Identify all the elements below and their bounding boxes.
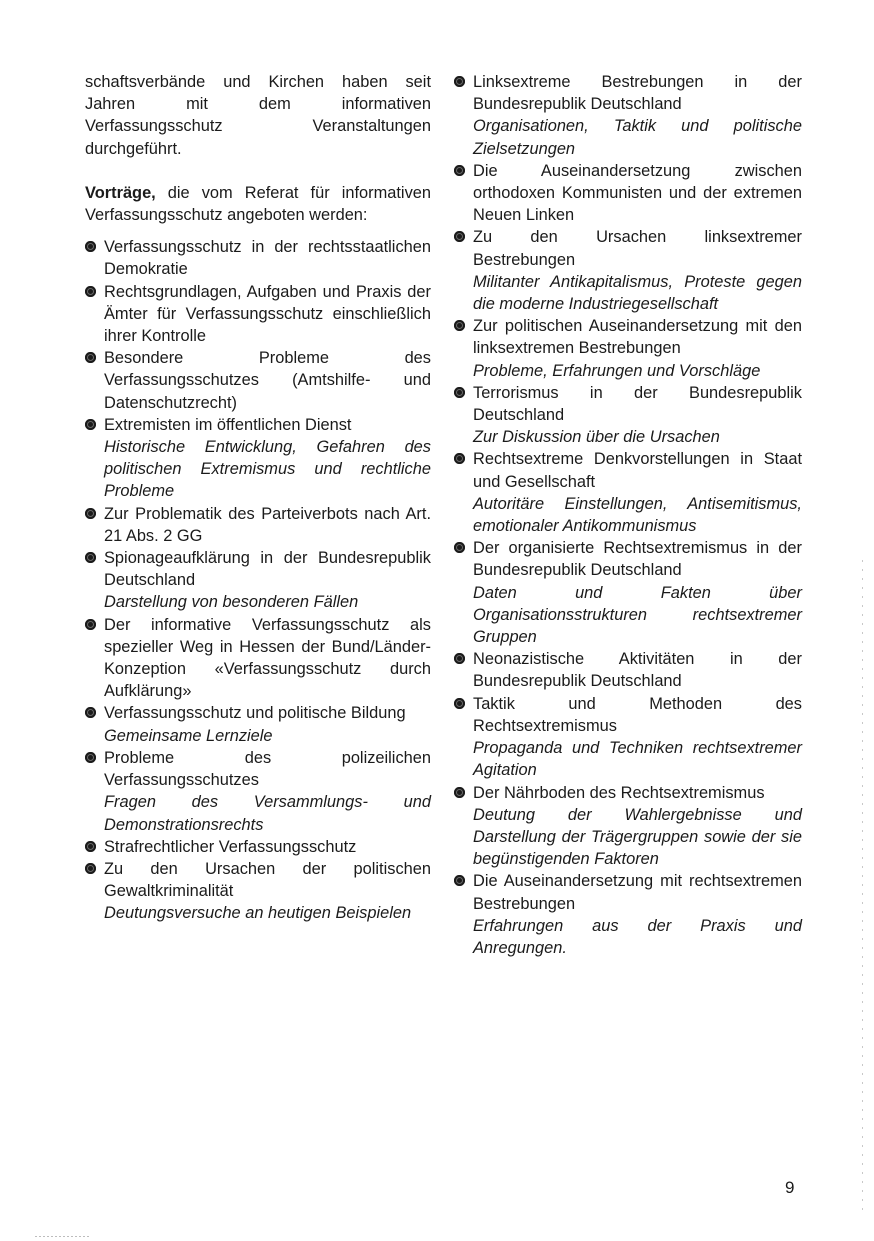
topic-item — [454, 226, 802, 315]
right-column — [454, 71, 802, 959]
topic-title: Der informative Verfassungsschutz als spezieller Weg in Hessen der Bund/Länder-Konzeption «Verfassungsschutz durch Aufklärung» — [104, 615, 431, 701]
topic-item — [85, 236, 431, 280]
bullet-icon — [85, 286, 96, 297]
topic-subtitle: Darstellung von besonderen Fällen — [104, 593, 359, 612]
bullet-icon — [85, 552, 96, 563]
topic-item — [454, 693, 802, 782]
topic-item — [454, 160, 802, 227]
topic-title: Zur Problematik des Parteiverbots nach Art. 21 Abs. 2 GG — [104, 504, 431, 545]
topic-item — [454, 448, 802, 537]
topic-item — [85, 747, 431, 836]
topic-title: Zu den Ursachen linksextremer Bestrebungen — [473, 228, 802, 269]
topic-title: Die Auseinandersetzung zwischen orthodoxen Kommunisten und der extremen Neuen Linken — [473, 161, 802, 225]
topic-item — [454, 870, 802, 959]
topic-subtitle: Historische Entwicklung, Gefahren des politischen Extremismus und rechtliche Probleme — [104, 438, 431, 501]
topic-subtitle: Deutung der Wahlergebnisse und Darstellung der Trägergruppen sowie der sie begünstigenden Faktoren — [473, 805, 802, 869]
topic-subtitle: Organisationen, Taktik und politische Zielsetzungen — [473, 117, 802, 158]
topic-title: Spionageaufklärung in der Bundesrepublik Deutschland — [104, 549, 431, 590]
topic-subtitle: Propaganda und Techniken rechtsextremer Agitation — [473, 739, 802, 780]
intro-paragraph: schaftsverbände und Kirchen haben seit Jahren mit dem informativen Verfassungsschutz Veranstaltungen durchgeführt. — [85, 73, 431, 158]
bullet-icon — [454, 653, 465, 664]
topic-title: Verfassungsschutz und politische Bildung — [104, 704, 406, 723]
right-topic-list — [454, 71, 802, 959]
bullet-icon — [454, 165, 465, 176]
page-number: 9 — [785, 1178, 795, 1197]
topic-subtitle: Zur Diskussion über die Ursachen — [473, 428, 720, 447]
bullet-icon — [454, 787, 465, 798]
bullet-icon — [454, 387, 465, 398]
bullet-icon — [454, 542, 465, 553]
bullet-icon — [454, 875, 465, 886]
topic-title: Linksextreme Bestrebungen in der Bundesrepublik Deutschland — [473, 73, 802, 114]
topic-title: Besondere Probleme des Verfassungsschutzes (Amtshilfe- und Datenschutzrecht) — [104, 349, 431, 412]
scan-edge-line — [862, 560, 863, 1210]
topic-item — [85, 836, 431, 858]
topic-item — [454, 382, 802, 449]
bullet-icon — [85, 508, 96, 519]
topic-subtitle: Erfahrungen aus der Praxis und Anregungen. — [473, 916, 802, 957]
topic-item — [85, 702, 431, 746]
lectures-lead-bold: Vorträge, — [85, 183, 156, 202]
bullet-icon — [454, 76, 465, 87]
topic-item — [85, 547, 431, 614]
lectures-lead-paragraph — [85, 182, 431, 226]
lectures-lead-text: die vom Referat für informativen Verfassungsschutz angeboten werden: — [85, 183, 431, 225]
topic-title: Die Auseinandersetzung mit rechtsextremen Bestrebungen — [473, 872, 802, 913]
left-topic-list — [85, 236, 431, 924]
topic-item — [85, 281, 431, 348]
scan-edge-mark — [35, 1236, 90, 1237]
bullet-icon — [454, 698, 465, 709]
topic-title: Der Nährboden des Rechtsextremismus — [473, 783, 765, 802]
topic-title: Verfassungsschutz in der rechtsstaatlichen Demokratie — [104, 238, 431, 279]
topic-title: Strafrechtlicher Verfassungsschutz — [104, 837, 357, 856]
topic-subtitle: Gemeinsame Lernziele — [104, 726, 273, 745]
bullet-icon — [85, 752, 96, 763]
topic-title: Extremisten im öffentlichen Dienst — [104, 415, 352, 434]
topic-subtitle: Daten und Fakten über Organisationsstrukturen rechtsextremer Gruppen — [473, 583, 802, 647]
topic-item — [454, 782, 802, 871]
topic-subtitle: Fragen des Versammlungs- und Demonstrationsrechts — [104, 793, 431, 834]
topic-item — [85, 503, 431, 547]
bullet-icon — [85, 419, 96, 430]
topic-title: Der organisierte Rechtsextremismus in der Bundesrepublik Deutschland — [473, 539, 802, 580]
bullet-icon — [85, 619, 96, 630]
topic-item — [454, 315, 802, 382]
bullet-icon — [454, 320, 465, 331]
topic-title: Rechtsgrundlagen, Aufgaben und Praxis der Ämter für Verfassungsschutz einschließlich ihrer Kontrolle — [104, 282, 431, 346]
topic-item — [454, 648, 802, 692]
topic-item — [85, 347, 431, 414]
topic-title: Rechtsextreme Denkvorstellungen in Staat und Gesellschaft — [473, 450, 802, 491]
bullet-icon — [85, 241, 96, 252]
topic-title: Neonazistische Aktivitäten in der Bundesrepublik Deutschland — [473, 650, 802, 691]
topic-subtitle: Deutungsversuche an heutigen Beispielen — [104, 904, 412, 923]
bullet-icon — [85, 863, 96, 874]
topic-title: Zur politischen Auseinandersetzung mit den linksextremen Bestrebungen — [473, 317, 802, 358]
topic-subtitle: Autoritäre Einstellungen, Antisemitismus, emotionaler Antikommunismus — [473, 494, 802, 536]
topic-item — [85, 614, 431, 703]
topic-title: Taktik und Methoden des Rechtsextremismus — [473, 694, 802, 735]
bullet-icon — [85, 352, 96, 363]
bullet-icon — [85, 841, 96, 852]
left-column — [85, 71, 431, 925]
topic-title: Zu den Ursachen der politischen Gewaltkriminalität — [104, 859, 431, 901]
topic-title: Probleme des polizeilichen Verfassungsschutzes — [104, 748, 431, 790]
bullet-icon — [454, 231, 465, 242]
bullet-icon — [85, 707, 96, 718]
topic-item — [454, 71, 802, 160]
topic-subtitle: Probleme, Erfahrungen und Vorschläge — [473, 361, 761, 380]
topic-item — [454, 537, 802, 648]
bullet-icon — [454, 453, 465, 464]
topic-title: Terrorismus in der Bundesrepublik Deutschland — [473, 383, 802, 425]
topic-subtitle: Militanter Antikapitalismus, Proteste gegen die moderne Industriegesellschaft — [473, 272, 802, 314]
topic-item — [85, 858, 431, 925]
topic-item — [85, 414, 431, 503]
